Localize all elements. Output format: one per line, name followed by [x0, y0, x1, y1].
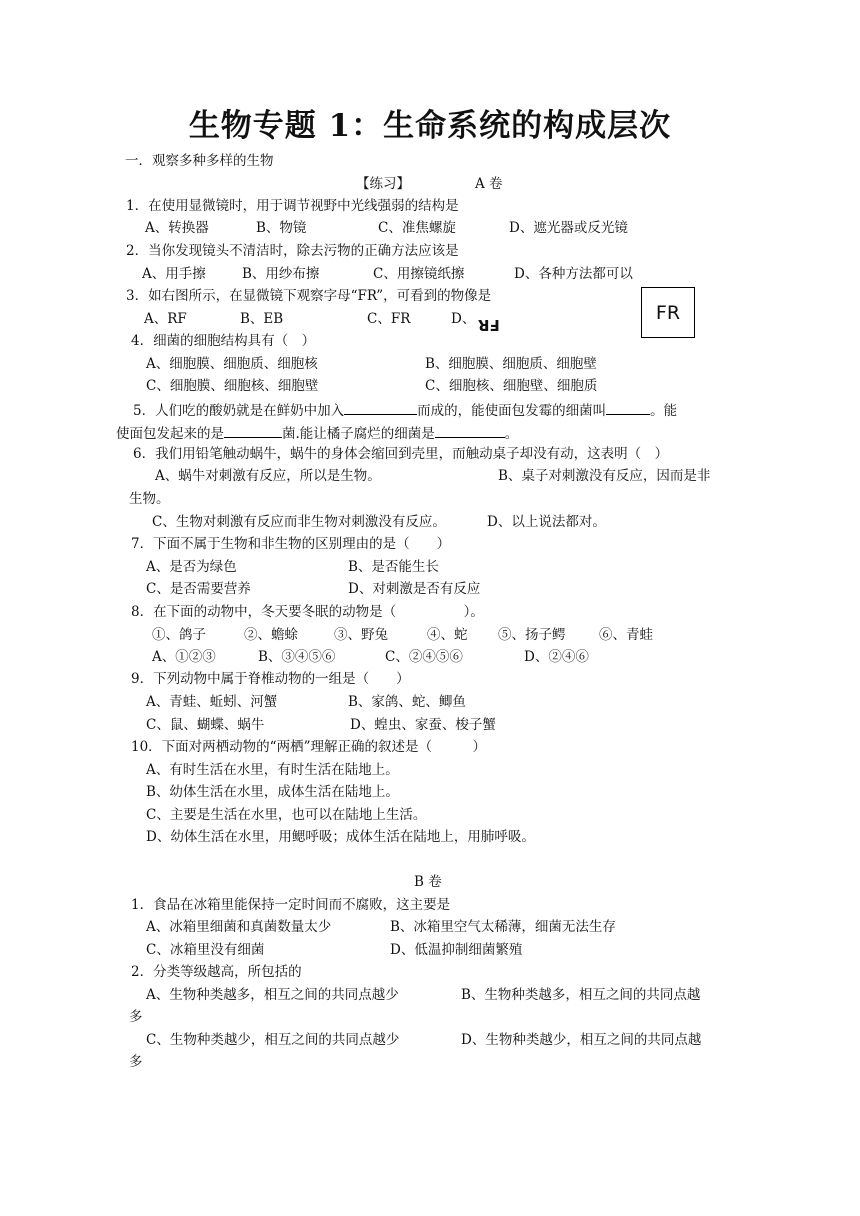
b2-option-a: A、生物种类越多，相互之间的共同点越少	[146, 987, 399, 1003]
q1-option-d: D、遮光器或反光镜	[509, 220, 628, 236]
q6-option-d: D、以上说法都对。	[487, 514, 606, 530]
q8-item-1: ①、鸽子	[152, 627, 206, 643]
q5-text-2: 而成的，能使面包发霉的细菌叫	[417, 403, 607, 419]
b1-option-d: D、低温抑制细菌繁殖	[390, 942, 523, 958]
q3-flipped-fr-image: FR	[478, 316, 500, 334]
q7-option-c: C、是否需要营养	[146, 581, 251, 597]
fr-figure-box: FR	[641, 287, 695, 338]
q3-option-d: D、	[451, 311, 476, 327]
q10-option-c: C、主要是生活在水里，也可以在陆地上生活。	[146, 807, 427, 823]
q5-line1	[133, 400, 677, 420]
q5-line2	[116, 423, 518, 443]
b2-option-c: C、生物种类越少，相互之间的共同点越少	[146, 1032, 400, 1048]
q5-text-1: 5．人们吃的酸奶就是在鲜奶中加入	[133, 403, 345, 419]
q8-item-4: ④、蛇	[427, 627, 468, 643]
q8-item-5: ⑤、扬子鳄	[498, 627, 566, 643]
q7-option-a: A、是否为绿色	[146, 559, 237, 575]
q2-option-c: C、用擦镜纸擦	[373, 266, 465, 282]
q8-option-b: B、③④⑤⑥	[258, 649, 336, 665]
q10-option-d: D、幼体生活在水里，用鳃呼吸；成体生活在陆地上，用肺呼吸。	[146, 829, 535, 845]
b1-option-c: C、冰箱里没有细菌	[146, 942, 265, 958]
q9-stem: 9．下列动物中属于脊椎动物的一组是（ ）	[131, 671, 410, 687]
q8-stem: 8．在下面的动物中，冬天要冬眠的动物是（ ）。	[131, 604, 484, 620]
b2-option-b: B、生物种类越多，相互之间的共同点越	[461, 987, 701, 1003]
q7-option-b: B、是否能生长	[348, 559, 439, 575]
q6-option-c: C、生物对刺激有反应而非生物对刺激没有反应。	[152, 514, 446, 530]
q5-text-5: 菌.能让橘子腐烂的细菌是	[282, 426, 435, 442]
q5-text-3: 。能	[650, 403, 678, 419]
q5-blank-2[interactable]	[606, 400, 650, 415]
b2-option-d-wrap: 多	[129, 1054, 143, 1070]
b1-stem: 1．食品在冰箱里能保持一定时间而不腐败，这主要是	[131, 897, 451, 913]
q4-option-c: C、细胞膜、细胞核、细胞壁	[146, 378, 319, 394]
q6-option-a: A、蜗牛对刺激有反应，所以是生物。	[155, 468, 381, 484]
b2-stem: 2．分类等级越高，所包括的	[131, 964, 302, 980]
q5-blank-3[interactable]	[224, 423, 282, 438]
practice-label: 【练习】	[356, 176, 410, 192]
paper-b-label: B 卷	[414, 874, 442, 890]
q5-blank-1[interactable]	[344, 400, 417, 415]
q7-stem: 7．下面不属于生物和非生物的区别理由的是（ ）	[131, 536, 451, 552]
q9-option-a: A、青蛙、蚯蚓、河蟹	[146, 694, 278, 710]
b1-option-a: A、冰箱里细菌和真菌数量太少	[146, 919, 332, 935]
q10-stem: 10．下面对两栖动物的“两栖”理解正确的叙述是（ ）	[131, 739, 486, 755]
paper-a-label: A 卷	[475, 176, 503, 192]
q9-option-b: B、家鸽、蛇、鲫鱼	[348, 694, 466, 710]
q8-option-a: A、①②③	[152, 649, 216, 665]
q5-text-6: 。	[504, 426, 519, 442]
q9-option-d: D、蝗虫、家蚕、梭子蟹	[350, 717, 496, 733]
q4-option-a: A、细胞膜、细胞质、细胞核	[146, 356, 318, 372]
q1-option-c: C、准焦螺旋	[378, 220, 456, 236]
q1-option-b: B、物镜	[256, 220, 307, 236]
section-heading: 一．观察多种多样的生物	[125, 153, 274, 169]
q6-stem: 6．我们用铅笔触动蜗牛，蜗牛的身体会缩回到壳里，而触动桌子却没有动，这表明（ ）	[133, 446, 669, 462]
q6-option-b-wrap: 生物。	[129, 491, 170, 507]
q8-item-2: ②、蟾蜍	[244, 627, 298, 643]
b2-option-b-wrap: 多	[129, 1009, 143, 1025]
q1-option-a: A、转换器	[145, 220, 209, 236]
q5-text-4: 使面包发起来的是	[116, 426, 224, 442]
q4-option-d: C、细胞核、细胞壁、细胞质	[425, 378, 598, 394]
q8-item-6: ⑥、青蛙	[599, 627, 653, 643]
q8-option-d: D、②④⑥	[524, 649, 589, 665]
q2-stem: 2．当你发现镜头不清洁时，除去污物的正确方法应该是	[126, 243, 459, 259]
q5-blank-4[interactable]	[435, 423, 505, 438]
q3-option-c: C、FR	[367, 311, 411, 327]
q3-option-b: B、EB	[240, 311, 284, 327]
q10-option-b: B、幼体生活在水里，成体生活在陆地上。	[146, 784, 399, 800]
q2-option-a: A、用手擦	[142, 266, 206, 282]
q3-option-a: A、RF	[144, 311, 187, 327]
page-title: 生物专题 1：生命系统的构成层次	[188, 108, 672, 144]
b2-option-d: D、生物种类越少，相互之间的共同点越	[461, 1032, 702, 1048]
b1-option-b: B、冰箱里空气太稀薄，细菌无法生存	[390, 919, 616, 935]
q1-stem: 1．在使用显微镜时，用于调节视野中光线强弱的结构是	[126, 198, 459, 214]
q8-item-3: ③、野兔	[334, 627, 388, 643]
q6-option-b: B、桌子对刺激没有反应，因而是非	[498, 468, 711, 484]
q3-stem: 3．如右图所示，在显微镜下观察字母“FR”，可看到的物像是	[126, 288, 492, 304]
q7-option-d: D、对刺激是否有反应	[348, 581, 481, 597]
q2-option-d: D、各种方法都可以	[514, 266, 633, 282]
q4-option-b: B、细胞膜、细胞质、细胞壁	[425, 356, 597, 372]
q10-option-a: A、有时生活在水里，有时生活在陆地上。	[146, 762, 399, 778]
q9-option-c: C、鼠、蝴蝶、蜗牛	[146, 717, 265, 733]
q8-option-c: C、②④⑤⑥	[385, 649, 463, 665]
q2-option-b: B、用纱布擦	[242, 266, 320, 282]
q4-stem: 4．细菌的细胞结构具有（ ）	[131, 333, 316, 349]
